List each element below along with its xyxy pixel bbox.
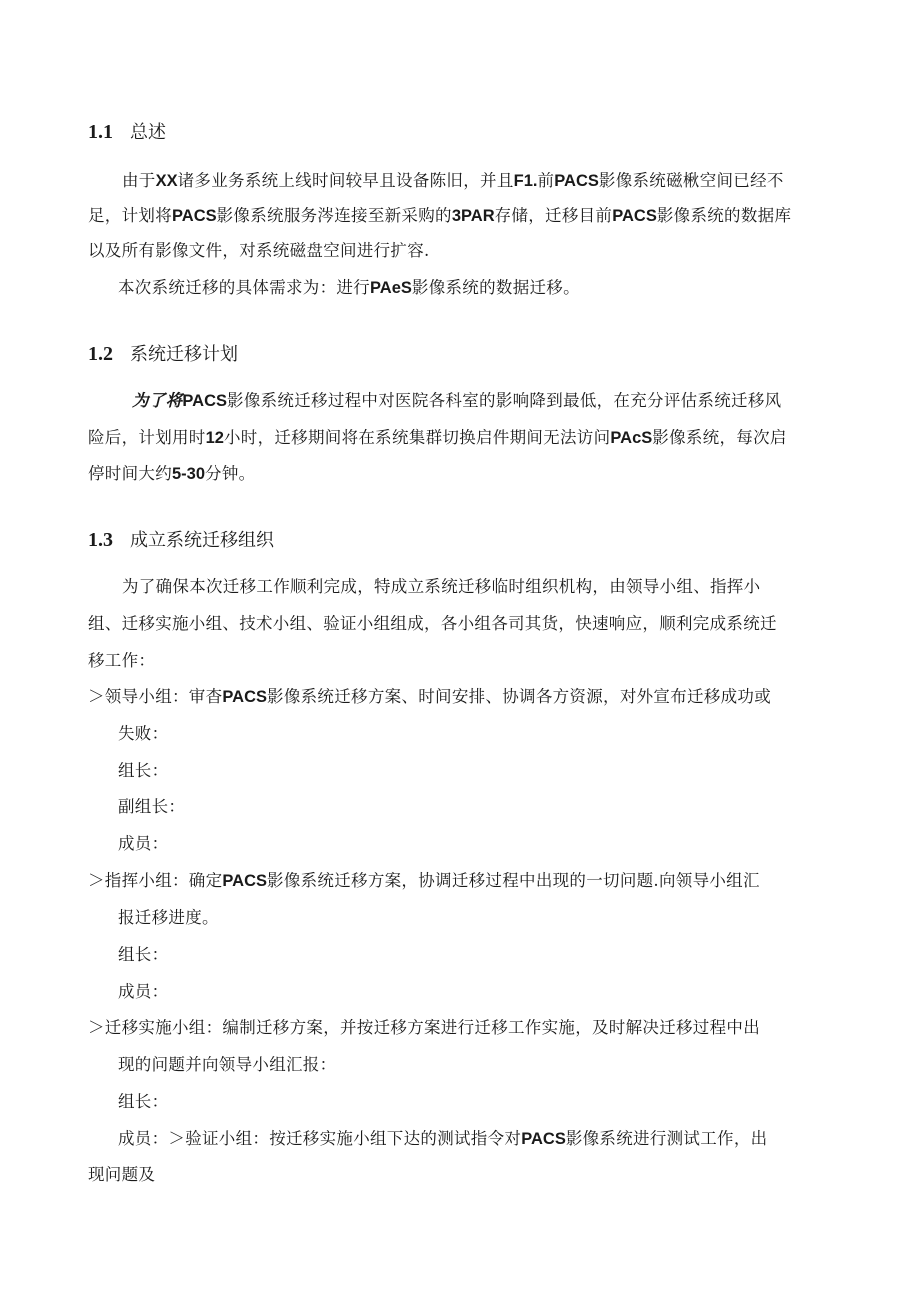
text-run: 影像系统迁移方案、时间安排、协调各方资源，对外宣布迁移成功或: [267, 687, 772, 706]
text-run: ＞指挥小组：确定: [88, 871, 223, 890]
paragraph-line: [118, 1054, 336, 1076]
text-run: PACS: [554, 172, 599, 190]
text-run: PACS: [182, 392, 228, 410]
text-run: PACS: [222, 688, 268, 706]
text-run: 组、迁移实施小组、技术小组、验证小组组成，各小组各司其货，快速响应，顺利完成系统迁: [88, 614, 777, 633]
text-run: 存储，迁移目前: [494, 206, 613, 225]
section-number: 1.2: [88, 343, 113, 365]
text-run: 组长：: [118, 945, 169, 964]
text-run: XX: [155, 172, 178, 190]
text-run: 现的问题并向领导小组汇报：: [118, 1055, 337, 1074]
text-run: 5-30: [172, 465, 206, 483]
text-run: 险后，计划用时: [88, 428, 206, 447]
list-item-migration-group: [88, 1017, 760, 1039]
text-run: 成员：: [118, 834, 169, 853]
text-run: 诸多业务系统上线时间较早且设备陈旧，并且: [177, 171, 514, 190]
section-number: 1.1: [88, 121, 113, 143]
paragraph-line: [88, 205, 791, 227]
paragraph-line: [88, 613, 777, 635]
text-run: PACS: [521, 1130, 566, 1148]
text-run: 成员：: [118, 982, 169, 1001]
role-line: [118, 1091, 168, 1113]
section-heading-1-1: [88, 120, 166, 145]
text-run: 为了将: [132, 391, 183, 410]
text-run: 影像系统迁移方案，协调迁移过程中出现的一切问题.向领导小组汇: [267, 871, 760, 890]
section-number: 1.3: [88, 529, 113, 551]
text-run: PACS: [222, 872, 268, 890]
text-run: 影像系统的数据迁移。: [411, 278, 580, 297]
text-run: ＞迁移实施小组：编制迁移方案，并按迁移方案进行迁移工作实施，及时解决迁移过程中出: [88, 1018, 760, 1037]
text-run: 影像系统，每次启: [652, 428, 787, 447]
text-run: 分钟。: [205, 464, 256, 483]
text-run: 以及所有影像文件，对系统磁盘空间进行扩容.: [88, 241, 430, 260]
text-run: 小时，迁移期间将在系统集群切换启件期间无法访问: [223, 428, 611, 447]
section-title: 成立系统迁移组织: [130, 530, 274, 551]
paragraph-line: [88, 427, 787, 449]
text-run: PAcS: [610, 429, 653, 447]
list-item-command-group: [88, 870, 760, 892]
paragraph-line: [122, 170, 784, 192]
paragraph-line: [88, 650, 155, 672]
text-run: PACS: [172, 207, 217, 225]
section-heading-1-3: [88, 528, 274, 553]
role-line: [118, 796, 185, 818]
list-item-verification-group: [118, 1128, 767, 1150]
role-line: [118, 760, 168, 782]
list-item-leadership-group: [88, 686, 771, 708]
text-run: 副组长：: [118, 797, 186, 816]
role-line: [118, 833, 168, 855]
paragraph-line: [88, 240, 430, 262]
text-run: 报迁移进度。: [118, 908, 219, 927]
paragraph-line: [122, 576, 760, 598]
text-run: 组长：: [118, 761, 169, 780]
text-run: PACS: [612, 207, 657, 225]
section-heading-1-2: [88, 342, 238, 367]
text-run: 移工作：: [88, 651, 156, 670]
text-run: 影像系统磁楸空间已经不: [598, 171, 784, 190]
text-run: 影像系统进行测试工作，出: [565, 1129, 768, 1148]
text-run: 前: [537, 171, 555, 190]
paragraph-line: [132, 390, 781, 412]
text-run: 足，计划将: [88, 206, 172, 225]
text-run: PAeS: [370, 279, 412, 297]
section-title: 系统迁移计划: [130, 344, 238, 365]
role-line: [118, 944, 168, 966]
text-run: 影像系统的数据库: [656, 206, 792, 225]
section-title: 总述: [130, 122, 166, 143]
paragraph-line: [118, 723, 168, 745]
paragraph-line: [88, 463, 255, 485]
text-run: 12: [205, 429, 224, 447]
text-run: 为了确保本次迁移工作顺利完成，特成立系统迁移临时组织机构，由领导小组、指挥小: [122, 577, 761, 596]
text-run: 现问题及: [88, 1165, 156, 1184]
text-run: 本次系统迁移的具体需求为：进行: [118, 278, 370, 297]
paragraph-line: [118, 907, 219, 929]
text-run: 组长：: [118, 1092, 169, 1111]
text-run: 由于: [122, 171, 156, 190]
text-run: 成员：＞验证小组：按迁移实施小组下达的测试指令对: [118, 1129, 522, 1148]
text-run: F1.: [513, 172, 538, 190]
paragraph-line: [118, 277, 580, 299]
text-run: 影像系统迁移过程中对医院各科室的影响降到最低，在充分评估系统迁移风: [227, 391, 782, 410]
text-run: 失败：: [118, 724, 169, 743]
text-run: 停时间大约: [88, 464, 172, 483]
role-line: [118, 981, 168, 1003]
paragraph-line: [88, 1164, 155, 1186]
text-run: 3PAR: [451, 207, 495, 225]
text-run: 影像系统服务涔连接至新采购的: [216, 206, 452, 225]
text-run: ＞领导小组：审杳: [88, 687, 223, 706]
